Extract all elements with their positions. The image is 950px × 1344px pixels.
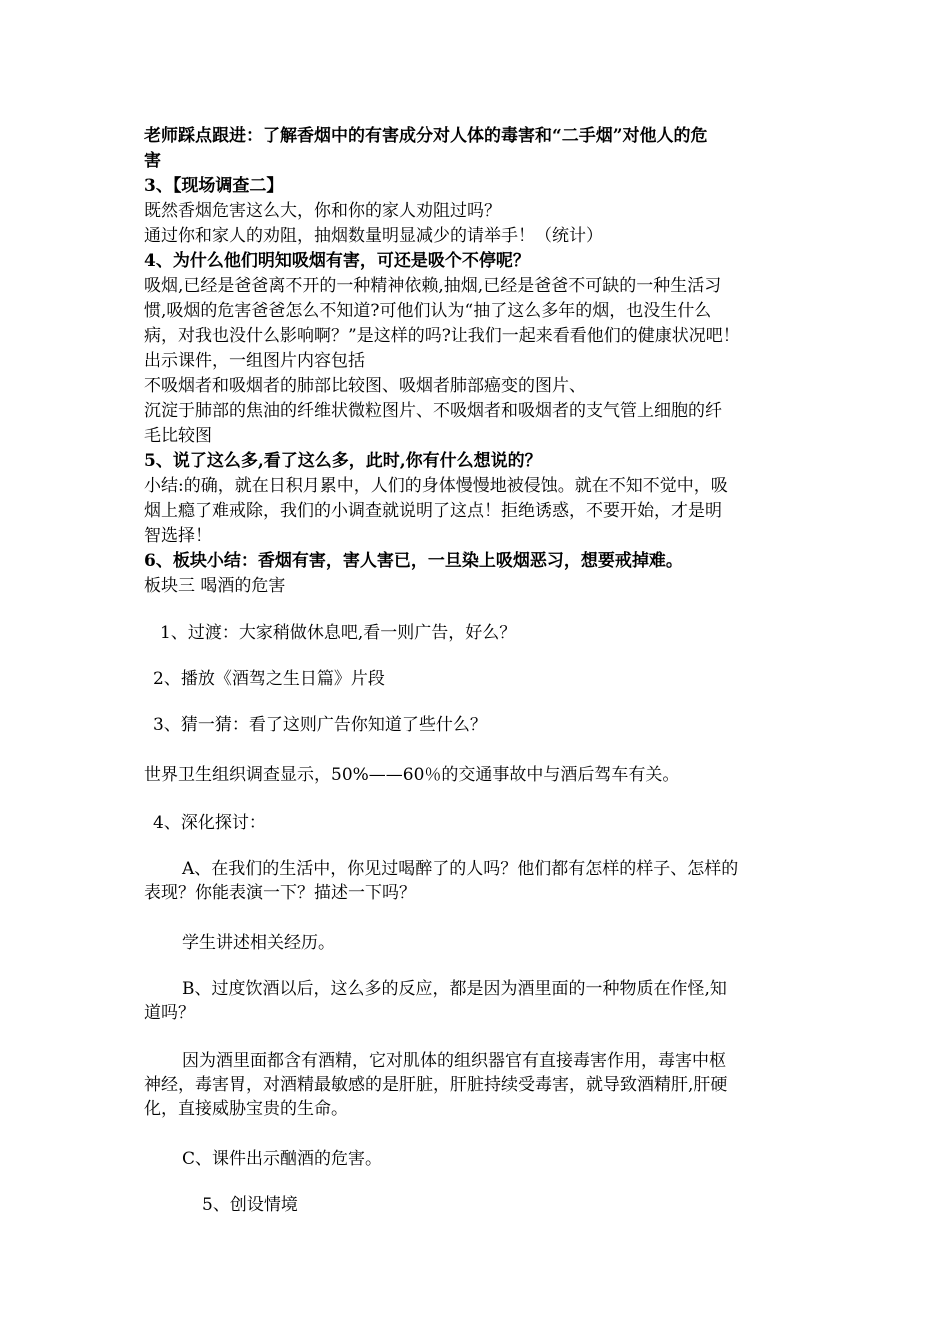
step-play-ad: 2、播放《酒驾之生日篇》片段 [153, 669, 385, 689]
step-discussion: 4、深化探讨： [153, 813, 266, 833]
paragraph-line: 不吸烟者和吸烟者的肺部比较图、吸烟者肺部癌变的图片、 [144, 376, 586, 396]
teacher-followup-line-2: 害 [144, 151, 161, 171]
paragraph-line: 吸烟,已经是爸爸离不开的一种精神依赖,抽烟,已经是爸爸不可缺的一种生活习 [144, 276, 722, 296]
discussion-c: C、课件出示酗酒的危害。 [182, 1149, 383, 1169]
alcohol-effects-line-2: 神经，毒害胃，对酒精最敏感的是肝脏，肝脏持续受毒害，就导致酒精肝,肝硬 [144, 1075, 728, 1095]
discussion-b-line-2: 道吗？ [144, 1003, 195, 1023]
step-create-scenario: 5、创设情境 [202, 1195, 298, 1215]
summary-line: 烟上瘾了难戒除，我们的小调查就说明了这点！拒绝诱惑，不要开始，才是明 [144, 501, 722, 521]
summary-line: 小结:的确，就在日积月累中，人们的身体慢慢地被侵蚀。就在不知不觉中，吸 [144, 476, 728, 496]
step-transition: 1、过渡：大家稍做休息吧,看一则广告，好么？ [160, 623, 517, 643]
section-three-title: 板块三 喝酒的危害 [144, 576, 286, 596]
heading-question-4: 4、为什么他们明知吸烟有害，可还是吸个不停呢？ [144, 251, 530, 271]
section-summary: 6、板块小结：香烟有害，害人害已，一旦染上吸烟恶习，想要戒掉难。 [144, 551, 683, 571]
student-response: 学生讲述相关经历。 [182, 933, 335, 953]
survey-instruction: 通过你和家人的劝阻，抽烟数量明显减少的请举手！（统计） [144, 226, 603, 246]
paragraph-line: 病，对我也没什么影响啊？”是这样的吗?让我们一起来看看他们的健康状况吧！ [144, 326, 740, 346]
discussion-b-line-1: B、过度饮酒以后，这么多的反应，都是因为酒里面的一种物质在作怪,知 [182, 979, 727, 999]
discussion-a-line-1: A、在我们的生活中，你见过喝醉了的人吗？他们都有怎样的样子、怎样的 [182, 859, 739, 879]
heading-question-5: 5、说了这么多,看了这么多，此时,你有什么想说的？ [144, 451, 542, 471]
discussion-a-line-2: 表现？你能表演一下？描述一下吗？ [144, 883, 416, 903]
paragraph-line: 惯,吸烟的危害爸爸怎么不知道?可他们认为“抽了这么多年的烟，也没生什么 [144, 301, 712, 321]
step-guess: 3、猜一猜：看了这则广告你知道了些什么？ [153, 715, 487, 735]
who-statistic: 世界卫生组织调查显示，50%——60％的交通事故中与酒后驾车有关。 [144, 765, 680, 785]
paragraph-line: 毛比较图 [144, 426, 212, 446]
paragraph-line: 出示课件，一组图片内容包括 [144, 351, 365, 371]
teacher-followup-line-1: 老师踩点跟进：了解香烟中的有害成分对人体的毒害和“二手烟”对他人的危 [144, 126, 708, 146]
heading-survey-two: 3、【现场调查二】 [144, 176, 284, 196]
alcohol-effects-line-1: 因为酒里面都含有酒精，它对肌体的组织器官有直接毒害作用，毒害中枢 [182, 1051, 726, 1071]
survey-question: 既然香烟危害这么大，你和你的家人劝阻过吗？ [144, 201, 501, 221]
summary-line: 智选择！ [144, 526, 212, 546]
paragraph-line: 沉淀于肺部的焦油的纤维状微粒图片、不吸烟者和吸烟者的支气管上细胞的纤 [144, 401, 722, 421]
alcohol-effects-line-3: 化，直接威胁宝贵的生命。 [144, 1099, 348, 1119]
